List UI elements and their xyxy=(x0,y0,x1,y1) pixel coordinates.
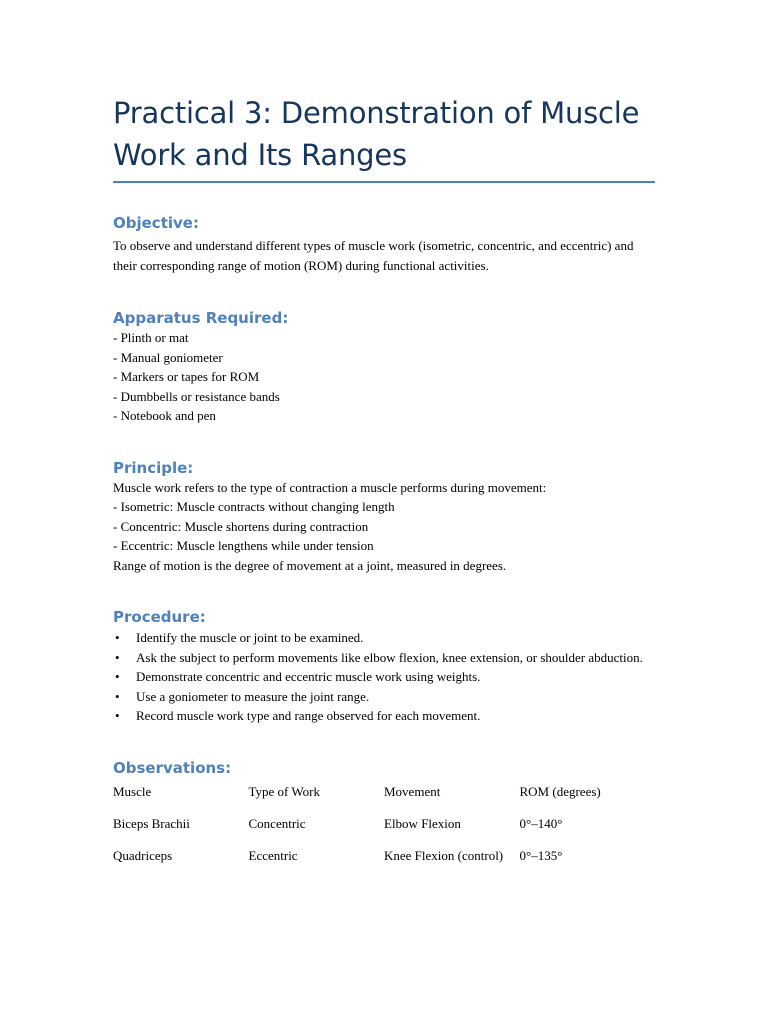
procedure-step xyxy=(113,667,655,687)
procedure-step-text: Ask the subject to perform movements like elbow flexion, knee extension, or shoulder abduction. xyxy=(136,649,643,665)
procedure-step xyxy=(113,648,655,668)
objective-section xyxy=(113,213,655,275)
document-page xyxy=(113,92,655,879)
page-title: Practical 3: Demonstration of Muscle Work and Its Ranges xyxy=(113,96,640,172)
title-divider xyxy=(113,181,655,183)
procedure-step xyxy=(113,687,655,707)
bullet-icon: • xyxy=(115,649,120,665)
bullet-icon: • xyxy=(115,688,120,704)
procedure-step-text: Record muscle work type and range observed for each movement. xyxy=(136,708,481,723)
table-header-cell: Type of Work xyxy=(248,783,320,799)
procedure-section xyxy=(113,607,655,726)
bullet-icon: • xyxy=(115,708,120,723)
table-header-cell: ROM (degrees) xyxy=(519,783,601,799)
principle-line: - Concentric: Muscle shortens during contraction xyxy=(113,518,369,534)
table-cell: Quadriceps xyxy=(113,847,173,863)
principle-line: Muscle work refers to the type of contraction a muscle performs during movement: xyxy=(113,479,547,495)
table-header-cell: Movement xyxy=(384,783,441,799)
procedure-list xyxy=(113,628,655,726)
procedure-step-text: Demonstrate concentric and eccentric muscle work using weights. xyxy=(136,669,481,684)
bullet-icon: • xyxy=(115,630,120,645)
principle-section xyxy=(113,458,655,576)
table-cell: Concentric xyxy=(248,815,306,831)
objective-heading: Objective: xyxy=(113,214,199,232)
apparatus-item: - Manual goniometer xyxy=(113,349,223,365)
table-row xyxy=(113,815,655,847)
table-cell: 0°–140° xyxy=(519,815,563,831)
table-cell: Eccentric xyxy=(248,847,298,863)
procedure-step-text: Use a goniometer to measure the joint range. xyxy=(136,688,370,704)
procedure-heading: Procedure: xyxy=(113,608,206,626)
observations-table xyxy=(113,783,655,879)
bullet-icon: • xyxy=(115,669,120,684)
procedure-step xyxy=(113,628,655,648)
principle-line: - Isometric: Muscle contracts without changing length xyxy=(113,499,395,514)
apparatus-item: - Dumbbells or resistance bands xyxy=(113,388,280,404)
apparatus-item: - Notebook and pen xyxy=(113,408,216,423)
table-header-cell: Muscle xyxy=(113,783,152,799)
apparatus-section xyxy=(113,308,655,426)
table-row xyxy=(113,847,655,879)
procedure-step-text: Identify the muscle or joint to be examined. xyxy=(136,630,364,645)
observations-heading: Observations: xyxy=(113,758,232,777)
apparatus-heading: Apparatus Required: xyxy=(113,309,289,327)
table-cell: Knee Flexion (control) xyxy=(384,847,504,863)
table-header-row xyxy=(113,783,655,815)
apparatus-item: - Markers or tapes for ROM xyxy=(113,369,260,384)
apparatus-item: - Plinth or mat xyxy=(113,330,189,345)
table-cell: 0°–135° xyxy=(519,847,563,863)
principle-line: - Eccentric: Muscle lengthens while under tension xyxy=(113,538,374,553)
observations-section xyxy=(113,758,655,879)
principle-heading: Principle: xyxy=(113,458,194,477)
procedure-step xyxy=(113,706,655,726)
table-cell: Biceps Brachii xyxy=(113,815,190,831)
table-cell: Elbow Flexion xyxy=(384,815,461,831)
principle-line: Range of motion is the degree of movement at a joint, measured in degrees. xyxy=(113,557,507,573)
objective-text: To observe and understand different types of muscle work (isometric, concentric, and eccentric) and their corresponding range of motion (ROM) during functional activities. xyxy=(113,238,634,273)
